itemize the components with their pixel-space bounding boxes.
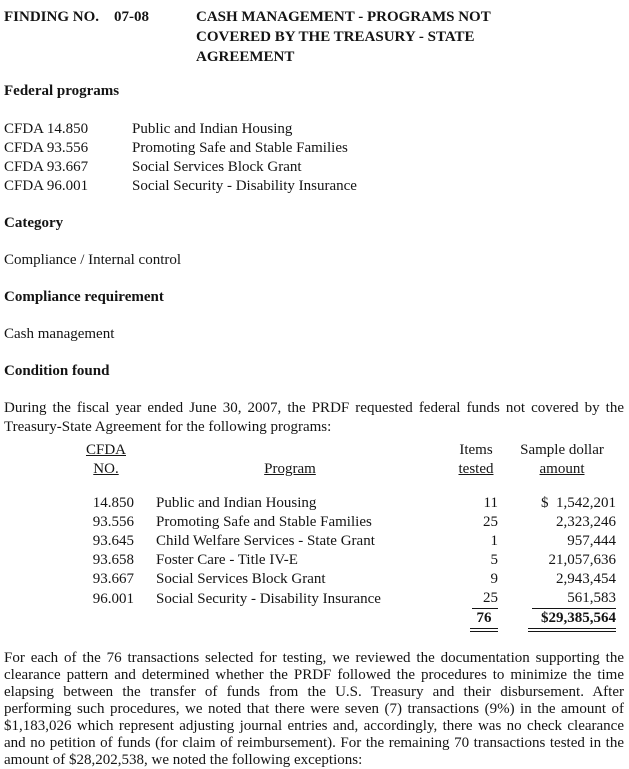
cell-amount: $ 1,542,201 (541, 495, 616, 511)
program-name: Social Security - Disability Insurance (132, 178, 357, 194)
cfda-code: CFDA 93.556 (4, 140, 89, 156)
column-header-program: Program (264, 461, 316, 477)
finding-number: 07-08 (114, 9, 150, 25)
condition-intro-paragraph: During the fiscal year ended June 30, 2007, the PRDF requested federal funds not covered by the Treasury-State Agreement for the following programs: (4, 400, 624, 435)
cell-program: Public and Indian Housing (156, 495, 317, 511)
cell-program: Promoting Safe and Stable Families (156, 514, 372, 530)
cell-items: 25 (483, 514, 498, 530)
table-spacer (78, 479, 618, 494)
program-name: Public and Indian Housing (132, 121, 293, 137)
cell-items: 1 (490, 533, 498, 549)
table-row (78, 551, 618, 570)
cell-program: Child Welfare Services - State Grant (156, 533, 375, 549)
cell-cfda: 93.667 (92, 571, 134, 587)
table-total-row (78, 609, 618, 632)
cell-cfda: 93.645 (92, 533, 134, 549)
finding-header (4, 7, 624, 67)
cell-amount: 2,943,454 (556, 571, 616, 587)
cell-items: 9 (490, 571, 498, 587)
cell-items: 11 (483, 495, 498, 511)
finding-label: FINDING NO. (4, 9, 100, 25)
cfda-code: CFDA 96.001 (4, 178, 89, 194)
category-value: Compliance / Internal control (4, 252, 182, 268)
transactions-table-header (78, 441, 618, 494)
list-item (4, 177, 624, 196)
cell-cfda: 93.556 (92, 514, 134, 530)
table-row (78, 532, 618, 551)
compliance-requirement-heading: Compliance requirement (4, 289, 164, 305)
finding-title: CASH MANAGEMENT - PROGRAMS NOT COVERED BY THE TREASURY - STATE AGREEMENT (196, 9, 491, 65)
program-name: Social Services Block Grant (132, 159, 302, 175)
cell-cfda: 96.001 (92, 591, 134, 607)
condition-closing-paragraph: For each of the 76 transactions selected for testing, we reviewed the documentation supporting the clearance pattern and determined whether the PRDF followed the procedures to minimize the time elapsing between the transfer of funds from the U.S. Treasury and their disbursement. After performing such procedures, we noted that there were seven (7) transactions (9%) in the amount of $1,183,026 which represent adjusting journal entries and, accordingly, there was no check clearance and no petition of funds (for claim of reimbursement). For the remaining 70 transactions tested in the amount of $28,202,538, we noted the following exceptions: (4, 650, 624, 768)
total-items-tested: 76 (446, 609, 512, 632)
cell-program: Social Security - Disability Insurance (156, 591, 381, 607)
table-row (78, 494, 618, 513)
cell-amount: 957,444 (567, 533, 616, 549)
cell-amount: 2,323,246 (556, 514, 616, 530)
list-item (4, 158, 624, 177)
cell-cfda: 14.850 (92, 495, 134, 511)
column-header-items-tested: Items tested (458, 442, 494, 477)
category-heading: Category (4, 215, 64, 231)
list-item (4, 139, 624, 158)
cfda-code: CFDA 14.850 (4, 121, 89, 137)
transactions-table (78, 441, 618, 632)
table-row (78, 513, 618, 532)
program-name: Promoting Safe and Stable Families (132, 140, 348, 156)
table-row (78, 589, 618, 609)
cell-cfda: 93.658 (92, 552, 134, 568)
total-sample-dollar-amount: $29,385,564 (512, 609, 618, 632)
cell-program: Foster Care - Title IV-E (156, 552, 298, 568)
table-row (78, 570, 618, 589)
transactions-table-body (78, 494, 618, 632)
cell-amount: 21,057,636 (548, 552, 616, 568)
cell-program: Social Services Block Grant (156, 571, 326, 587)
finding-number-block (4, 7, 196, 67)
column-header-sample-dollar-amount: Sample dollar amount (520, 442, 604, 477)
cfda-code: CFDA 93.667 (4, 159, 89, 175)
compliance-requirement-value: Cash management (4, 326, 115, 342)
federal-programs-heading: Federal programs (4, 83, 120, 99)
cell-amount: 561,583 (512, 589, 618, 609)
cell-items: 5 (490, 552, 498, 568)
column-header-cfda: CFDA NO. (85, 442, 126, 477)
cell-items: 25 (446, 589, 512, 609)
federal-programs-list (4, 120, 624, 196)
condition-found-heading: Condition found (4, 363, 110, 379)
list-item (4, 120, 624, 139)
